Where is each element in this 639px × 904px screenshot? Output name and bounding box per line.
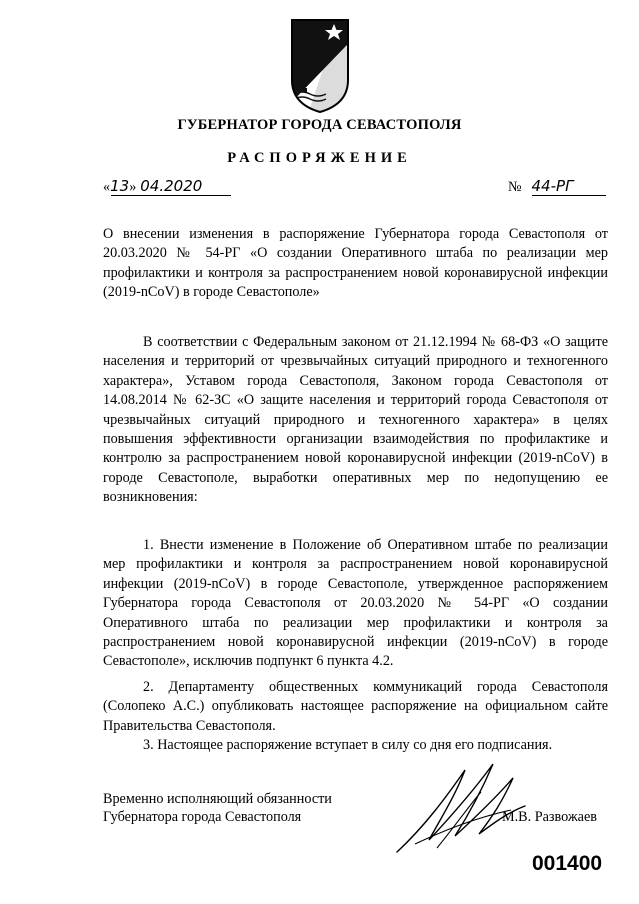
date-close-quote: » (129, 179, 137, 195)
document-number (508, 177, 608, 199)
item-3-paragraph: 3. Настоящее распоряжение вступает в силу со дня его подписания. (143, 737, 553, 753)
handwritten-signature (385, 756, 535, 856)
coat-of-arms-emblem (288, 14, 352, 114)
number-label: № (508, 179, 522, 195)
preamble-paragraph: В соответствии с Федеральным законом от 21.12.1994 № 68-ФЗ «О защите населения и территорий от чрезвычайных ситуаций природного и техногенного характера», Уставом города Севастополя, Законом города Севастополя от 14.08.2014 № 62-ЗС «О защите населения и территорий города Севастополя от чрезвычайных ситуаций природного и техногенного характера» в целях повышения эффективности организации взаимодействия по профилактике и контролю за распространением новой коронавирусной инфекции (2019-nCoV) в городе Севастополе, выработки оперативных мер по недопущению ее возникновения: (103, 334, 608, 506)
serial-number: 001400 (532, 852, 603, 875)
signatory-name: М.В. Развожаев (502, 809, 597, 825)
date-month-year: 04.2020 (140, 177, 203, 195)
date-open-quote: « (103, 179, 111, 195)
item-1-paragraph: 1. Внести изменение в Положение об Оперативном штабе по реализации мер профилактики и контроля за распространением новой коронавирусной инфекции (2019-nCoV) в городе Севастополе, утвержденное распоряжением Губернатора города Севастополя от 20.03.2020 № 54-РГ «О создании Оперативного штаба по реализации мер профилактики и контроля за распространением новой коронавирусной инфекции (2019-nCoV) в городе Севастополе», исключив подпункт 6 пункта 4.2. (103, 537, 608, 670)
authority-title: ГУБЕРНАТОР ГОРОДА СЕВАСТОПОЛЯ (177, 117, 462, 133)
document-type-title: РАСПОРЯЖЕНИЕ (227, 150, 412, 166)
item-2-paragraph: 2. Департаменту общественных коммуникаций города Севастополя (Солопеко А.С.) опубликовать настоящее распоряжение на официальном сайте Правительства Севастополя. (103, 679, 608, 734)
date-underline (111, 195, 231, 196)
document-date (103, 177, 233, 199)
number-underline (532, 195, 606, 196)
date-day: 13 (110, 177, 130, 195)
number-value: 44-РГ (531, 177, 574, 195)
document-subject: О внесении изменения в распоряжение Губернатора города Севастополя от 20.03.2020 № 54-РГ «О создании Оперативного штаба по реализации мер профилактики и контроля за распространением новой коронавирусной инфекции (2019-nCoV) в городе Севастополе» (103, 226, 608, 301)
signatory-position-line2: Губернатора города Севастополя (103, 809, 302, 825)
signatory-position-line1: Временно исполняющий обязанности (103, 791, 332, 807)
